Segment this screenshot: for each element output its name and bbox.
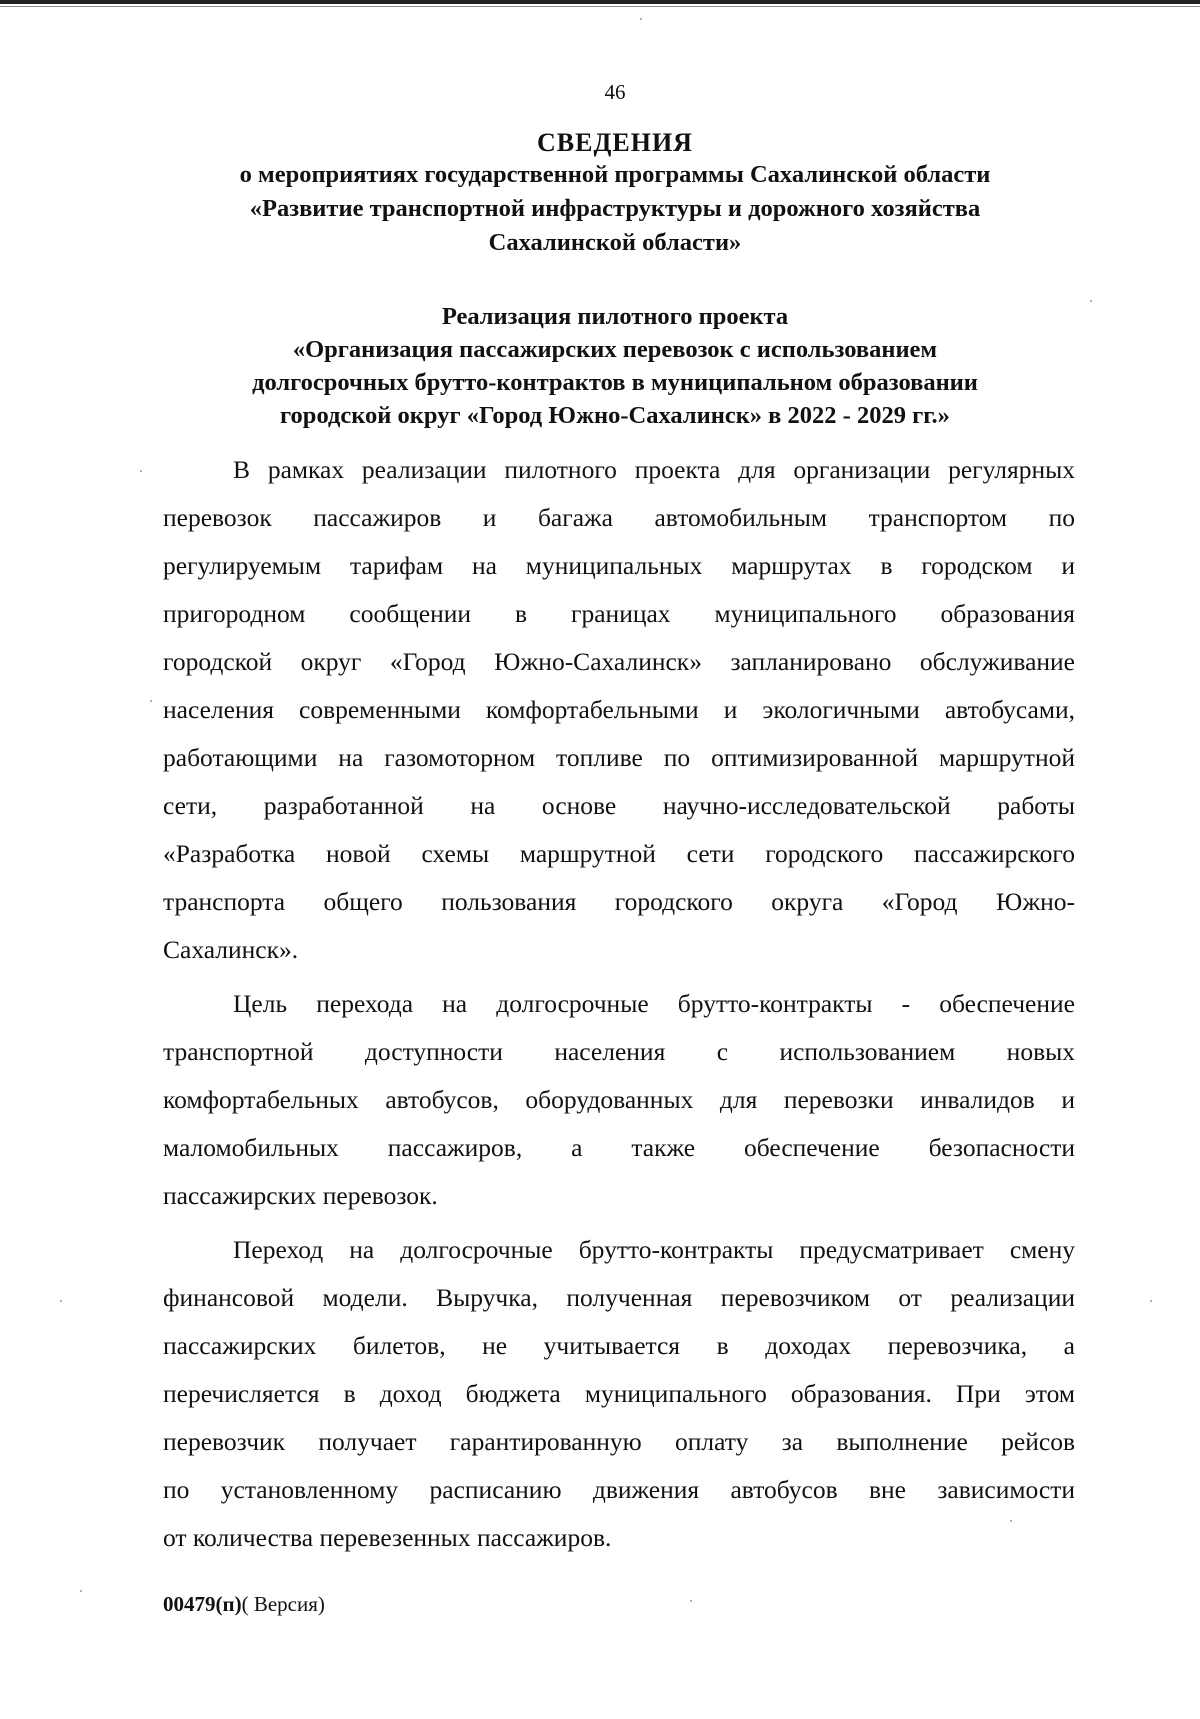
- paragraph-line: населения современными комфортабельными и экологичными автобусами,: [163, 695, 1075, 724]
- document-title: [120, 128, 1110, 260]
- scan-speck: [1010, 1520, 1012, 1522]
- subtitle-line-2: «Организация пассажирских перевозок с использованием: [292, 336, 938, 363]
- subtitle-line-4: городской округ «Город Южно-Сахалинск» в 2022 - 2029 гг.»: [280, 402, 950, 429]
- scan-speck: [80, 1590, 82, 1592]
- scan-speck: [150, 700, 152, 702]
- paragraph-line: пассажирских перевозок.: [163, 1181, 438, 1210]
- scan-speck: [140, 470, 142, 472]
- paragraph-line: Переход на долгосрочные брутто-контракты предусматривает смену: [233, 1235, 1075, 1264]
- title-line-3: «Развитие транспортной инфраструктуры и дорожного хозяйства: [249, 195, 981, 222]
- paragraph-line: финансовой модели. Выручка, полученная перевозчиком от реализации: [163, 1283, 1075, 1312]
- paragraph-line: пригородном сообщении в границах муниципального образования: [163, 599, 1075, 628]
- paragraph-line: транспорта общего пользования городского округа «Город Южно-: [163, 887, 1075, 916]
- scan-speck: [60, 1300, 62, 1302]
- paragraph-line: Сахалинск».: [163, 935, 299, 964]
- paragraph-line: Цель перехода на долгосрочные брутто-контракты - обеспечение: [233, 989, 1075, 1018]
- paragraph: [163, 1226, 1075, 1562]
- title-line-4: Сахалинской области»: [488, 229, 742, 256]
- paragraph-line: маломобильных пассажиров, а также обеспечение безопасности: [163, 1133, 1075, 1162]
- scan-speck: [690, 1600, 692, 1602]
- paragraph-line: сети, разработанной на основе научно-исследовательской работы: [163, 791, 1075, 820]
- paragraph: [163, 446, 1075, 974]
- title-line-2: о мероприятиях государственной программы Сахалинской области: [239, 161, 991, 188]
- paragraph-line: перечисляется в доход бюджета муниципального образования. При этом: [163, 1379, 1075, 1408]
- footer: [163, 1592, 325, 1617]
- document-code: 00479(п): [163, 1592, 242, 1616]
- paragraph-line: «Разработка новой схемы маршрутной сети городского пассажирского: [163, 839, 1075, 868]
- subtitle-line-1: Реализация пилотного проекта: [441, 303, 789, 330]
- paragraph-line: транспортной доступности населения с использованием новых: [163, 1037, 1075, 1066]
- scan-speck: [1150, 1300, 1152, 1302]
- document-version: ( Версия): [241, 1592, 325, 1616]
- paragraph-line: работающими на газомоторном топливе по оптимизированной маршрутной: [163, 743, 1075, 772]
- scan-speck: [1090, 300, 1092, 302]
- title-line-1: СВЕДЕНИЯ: [537, 128, 693, 157]
- scan-top-border: [0, 0, 1200, 4]
- scan-speck: [640, 18, 642, 20]
- body-text: [163, 446, 1075, 1568]
- paragraph-line: комфортабельных автобусов, оборудованных для перевозки инвалидов и: [163, 1085, 1075, 1114]
- paragraph-line: от количества перевезенных пассажиров.: [163, 1523, 612, 1552]
- paragraph-line: перевозок пассажиров и багажа автомобильным транспортом по: [163, 503, 1075, 532]
- paragraph-line: В рамках реализации пилотного проекта для организации регулярных: [233, 455, 1075, 484]
- paragraph-line: пассажирских билетов, не учитывается в доходах перевозчика, а: [163, 1331, 1075, 1360]
- page-number: 46: [604, 80, 626, 104]
- paragraph-line: регулируемым тарифам на муниципальных маршрутах в городском и: [163, 551, 1075, 580]
- paragraph-line: городской округ «Город Южно-Сахалинск» запланировано обслуживание: [163, 647, 1075, 676]
- paragraph-line: по установленному расписанию движения автобусов вне зависимости: [163, 1475, 1075, 1504]
- paragraph-line: перевозчик получает гарантированную оплату за выполнение рейсов: [163, 1427, 1075, 1456]
- subtitle-line-3: долгосрочных брутто-контрактов в муниципальном образовании: [252, 369, 978, 396]
- document-subtitle: [120, 300, 1110, 432]
- paragraph: [163, 980, 1075, 1220]
